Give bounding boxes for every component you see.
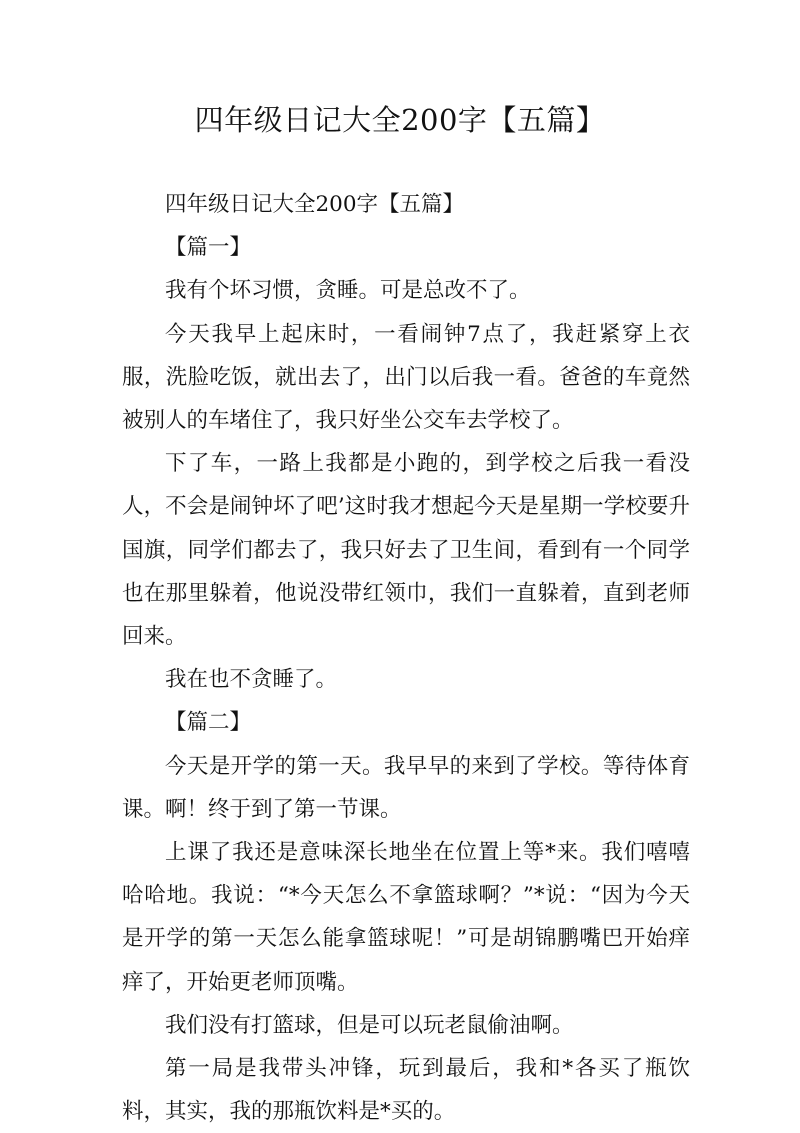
document-title: 四年级日记大全200字【五篇】 (194, 103, 606, 137)
paragraph: 我们没有打篮球，但是可以玩老鼠偷油啊。 (165, 1012, 574, 1038)
paragraph: 今天我早上起床时，一看闹钟7点了，我赶紧穿上衣服，洗脸吃饭，就出去了，出门以后我一看。爸爸的车竟然被别人的车堵住了，我只好坐公交车去学校了。 (122, 321, 690, 434)
document-body (122, 183, 690, 1133)
paragraph-subtitle: 四年级日记大全200字【五篇】 (165, 192, 465, 217)
section-heading-2: 【篇二】 (165, 710, 252, 736)
paragraph: 第一局是我带头冲锋，玩到最后，我和*各买了瓶饮料，其实，我的那瓶饮料是*买的。 (122, 1056, 690, 1125)
paragraph: 今天是开学的第一天。我早早的来到了学校。等待体育课。啊！终于到了第一节课。 (122, 753, 690, 822)
paragraph: 我在也不贪睡了。 (165, 667, 338, 693)
paragraph: 上课了我还是意味深长地坐在位置上等*来。我们嘻嘻哈哈地。我说：“*今天怎么不拿篮球啊？”*说：“因为今天是开学的第一天怎么能拿篮球呢！”可是胡锦鹏嘴巴开始痒痒了，开始更老师顶嘴。 (122, 840, 690, 995)
paragraph: 下了车，一路上我都是小跑的，到学校之后我一看没人，不会是闹钟坏了吧’这时我才想起今天是星期一学校要升国旗，同学们都去了，我只好去了卫生间，看到有一个同学也在那里躲着，他说没带红领巾，我们一直躲着，直到老师回来。 (122, 451, 690, 650)
section-heading-1: 【篇一】 (165, 235, 252, 261)
paragraph: 我有个坏习惯，贪睡。可是总改不了。 (165, 278, 531, 304)
